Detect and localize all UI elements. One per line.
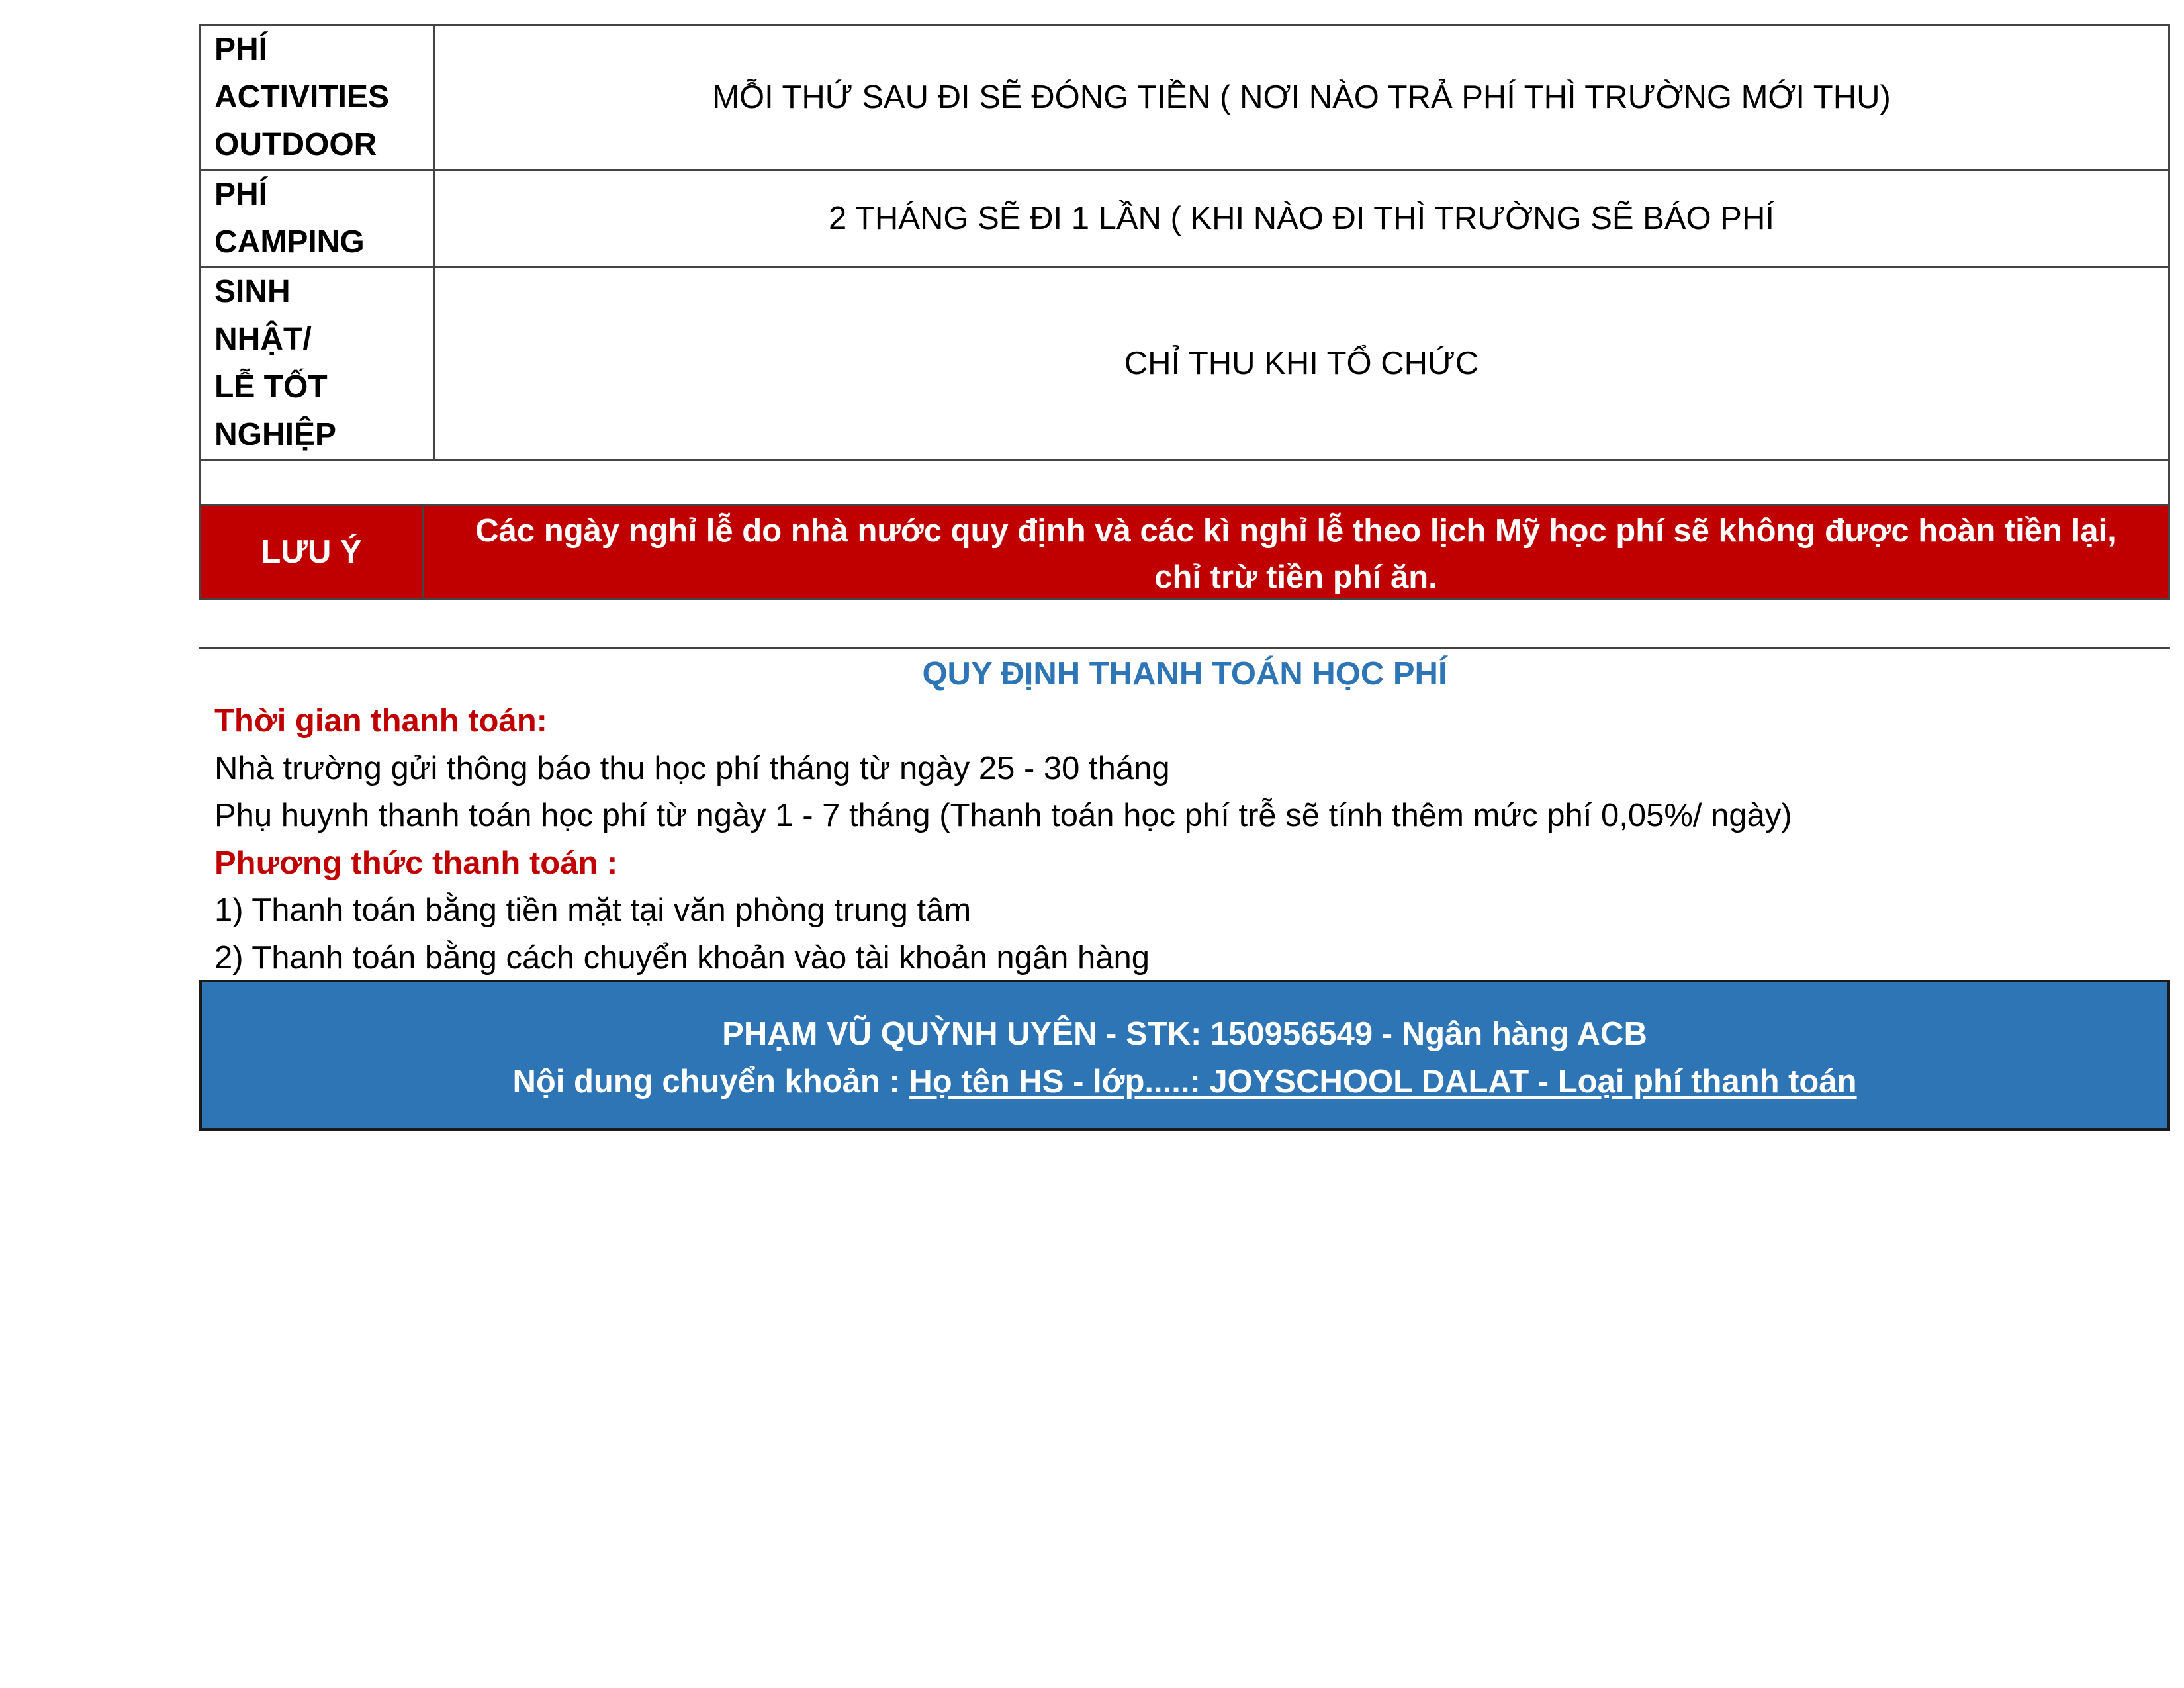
payment-rules-body bbox=[214, 698, 2167, 982]
fee-label: PHÍ CAMPING bbox=[201, 170, 434, 267]
payment-time-line-1: Nhà trường gửi thông báo thu học phí tháng từ ngày 25 - 30 tháng bbox=[214, 750, 1170, 786]
section-divider bbox=[199, 647, 2170, 649]
payment-method-heading: Phương thức thanh toán : bbox=[214, 845, 618, 881]
spacer-cell bbox=[434, 460, 2169, 507]
transfer-content-label: Nội dung chuyển khoản : bbox=[512, 1064, 909, 1100]
payment-method-transfer: 2) Thanh toán bằng cách chuyển khoản vào tài khoản ngân hàng bbox=[214, 939, 1150, 976]
fee-value: CHỈ THU KHI TỔ CHỨC bbox=[434, 267, 2169, 460]
fee-row-camping bbox=[201, 170, 2169, 267]
payment-time-heading: Thời gian thanh toán: bbox=[214, 703, 547, 739]
note-label: LƯU Ý bbox=[201, 506, 424, 598]
transfer-content-line bbox=[202, 1058, 2167, 1105]
fee-table bbox=[199, 24, 2170, 508]
fee-row-birthday-graduation bbox=[201, 267, 2169, 460]
note-banner bbox=[199, 504, 2170, 600]
note-text-line-1: Các ngày nghỉ lễ do nhà nước quy định và các kì nghỉ lễ theo lịch Mỹ học phí sẽ không được hoàn tiền lại, bbox=[475, 513, 2116, 549]
fee-value: MỖI THỨ SAU ĐI SẼ ĐÓNG TIỀN ( NƠI NÀO TRẢ PHÍ THÌ TRƯỜNG MỚI THU) bbox=[434, 25, 2169, 170]
fee-label: PHÍ ACTIVITIES OUTDOOR bbox=[201, 25, 434, 170]
note-text bbox=[424, 506, 2168, 598]
payment-rules-title: QUY ĐỊNH THANH TOÁN HỌC PHÍ bbox=[922, 656, 1447, 692]
payment-method-cash: 1) Thanh toán bằng tiền mặt tại văn phòng trung tâm bbox=[214, 892, 972, 928]
bank-info-box bbox=[199, 980, 2170, 1131]
fee-label: SINH NHẬT/ LỄ TỐT NGHIỆP bbox=[201, 267, 434, 460]
fee-value: 2 THÁNG SẼ ĐI 1 LẦN ( KHI NÀO ĐI THÌ TRƯỜNG SẼ BÁO PHÍ bbox=[434, 170, 2169, 267]
fee-row-activities-outdoor bbox=[201, 25, 2169, 170]
spacer-cell bbox=[201, 460, 434, 507]
payment-time-line-2: Phụ huynh thanh toán học phí từ ngày 1 - 7 tháng (Thanh toán học phí trễ sẽ tính thêm mức phí 0,05%/ ngày) bbox=[214, 798, 1792, 833]
transfer-content-value: Họ tên HS - lớp.....: JOYSCHOOL DALAT - Loại phí thanh toán bbox=[909, 1064, 1857, 1100]
table-spacer-row bbox=[201, 460, 2169, 507]
bank-account-line: PHẠM VŨ QUỲNH UYÊN - STK: 150956549 - Ngân hàng ACB bbox=[722, 1016, 1647, 1052]
note-text-line-2: chỉ trừ tiền phí ăn. bbox=[1154, 559, 1437, 595]
